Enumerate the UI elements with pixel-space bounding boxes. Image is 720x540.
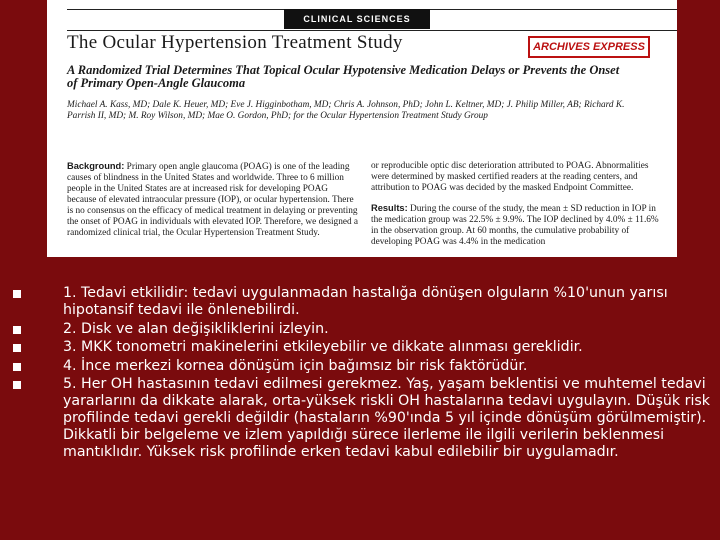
bullet-list [10, 285, 710, 463]
square-bullet-icon [13, 381, 21, 389]
bullet-item [10, 321, 710, 338]
article-subtitle: A Randomized Trial Determines That Topical Ocular Hypotensive Medication Delays or Prevents the Onset of Primary Open-Angle Glaucoma [67, 63, 620, 90]
background-label: Background: [67, 161, 125, 171]
archives-express-badge: ARCHIVES EXPRESS [528, 36, 650, 58]
article-authors: Michael A. Kass, MD; Dale K. Heuer, MD; Eve J. Higginbotham, MD; Chris A. Johnson, PhD; John L. Keltner, MD; J. Philip Miller, AB; Richard K. Parrish II, MD; M. Roy Wilson, MD; Mae O. Gordon, PhD; for the Ocular Hypertension Treatment Study Group [67, 100, 625, 121]
bullet-item [10, 339, 710, 356]
results-text: During the course of the study, the mean ± SD reduction in IOP in the medication group was 22.5% ± 9.9%. The IOP declined by 4.0% ± 11.6% in the observation group. At 60 months, the cumulative probability of developing POAG was 4.4% in the medication [371, 204, 659, 247]
bullet-text: 3. MKK tonometri makinelerini etkileyebilir ve dikkate alınması gereklidir. [63, 339, 583, 356]
article-title: The Ocular Hypertension Treatment Study [67, 32, 403, 53]
right-top-text: or reproducible optic disc deterioration attributed to POAG. Abnormalities were determined by masked certified readers at the reading centers, and attribution to POAG was decided by the masked Endpoint Committee. [371, 161, 649, 193]
results-paragraph [371, 203, 667, 248]
abstract-left-column [67, 161, 359, 239]
square-bullet-icon [13, 344, 21, 352]
abstract-right-column [371, 161, 667, 248]
square-bullet-icon [13, 363, 21, 371]
bullet-text: 1. Tedavi etkilidir: tedavi uygulanmadan hastalığa dönüşen olguların %10'unun yarısı hipotansif tedavi ile önlenebilirdi. [63, 285, 668, 318]
background-text: Primary open angle glaucoma (POAG) is one of the leading causes of blindness in the United States and worldwide. Three to 6 million people in the United States are at increased risk for developing POAG because of elevated intraocular pressure (IOP), or ocular hypertension. There is no consensus on the efficacy of medical treatment in delaying or preventing the onset of POAG in individuals with elevated IOP. Therefore, we designed a randomized clinical trial, the Ocular Hypertension Treatment Study. [67, 162, 359, 238]
bullet-text: 2. Disk ve alan değişikliklerini izleyin. [63, 320, 329, 337]
section-label: CLINICAL SCIENCES [284, 9, 430, 29]
results-label: Results: [371, 203, 408, 213]
square-bullet-icon [13, 290, 21, 298]
article-screenshot [47, 0, 677, 257]
bullet-item [10, 376, 710, 461]
bullet-text: 4. İnce merkezi kornea dönüşüm için bağımsız bir risk faktörüdür. [63, 357, 528, 374]
square-bullet-icon [13, 326, 21, 334]
bullet-item [10, 285, 710, 319]
bullet-item [10, 358, 710, 375]
bullet-text: 5. Her OH hastasının tedavi edilmesi gerekmez. Yaş, yaşam beklentisi ve muhtemel tedavi yararlarını da dikkate alarak, orta-yüksek riskli OH hastalarına tedavi uygulayın. Düşük risk profilinde tedavi gerekli değildir (hastaların %90'ında 5 yıl içinde dönüşüm görülmemiştir). Dikkatli bir belgeleme ve izlem yapıldığı sürece ilerleme ile ilgili verilerin beklenmesi mantıklıdır. Yüksek risk profilinde erken tedavi kabul edilebilir bir uygulamadır. [63, 376, 710, 461]
